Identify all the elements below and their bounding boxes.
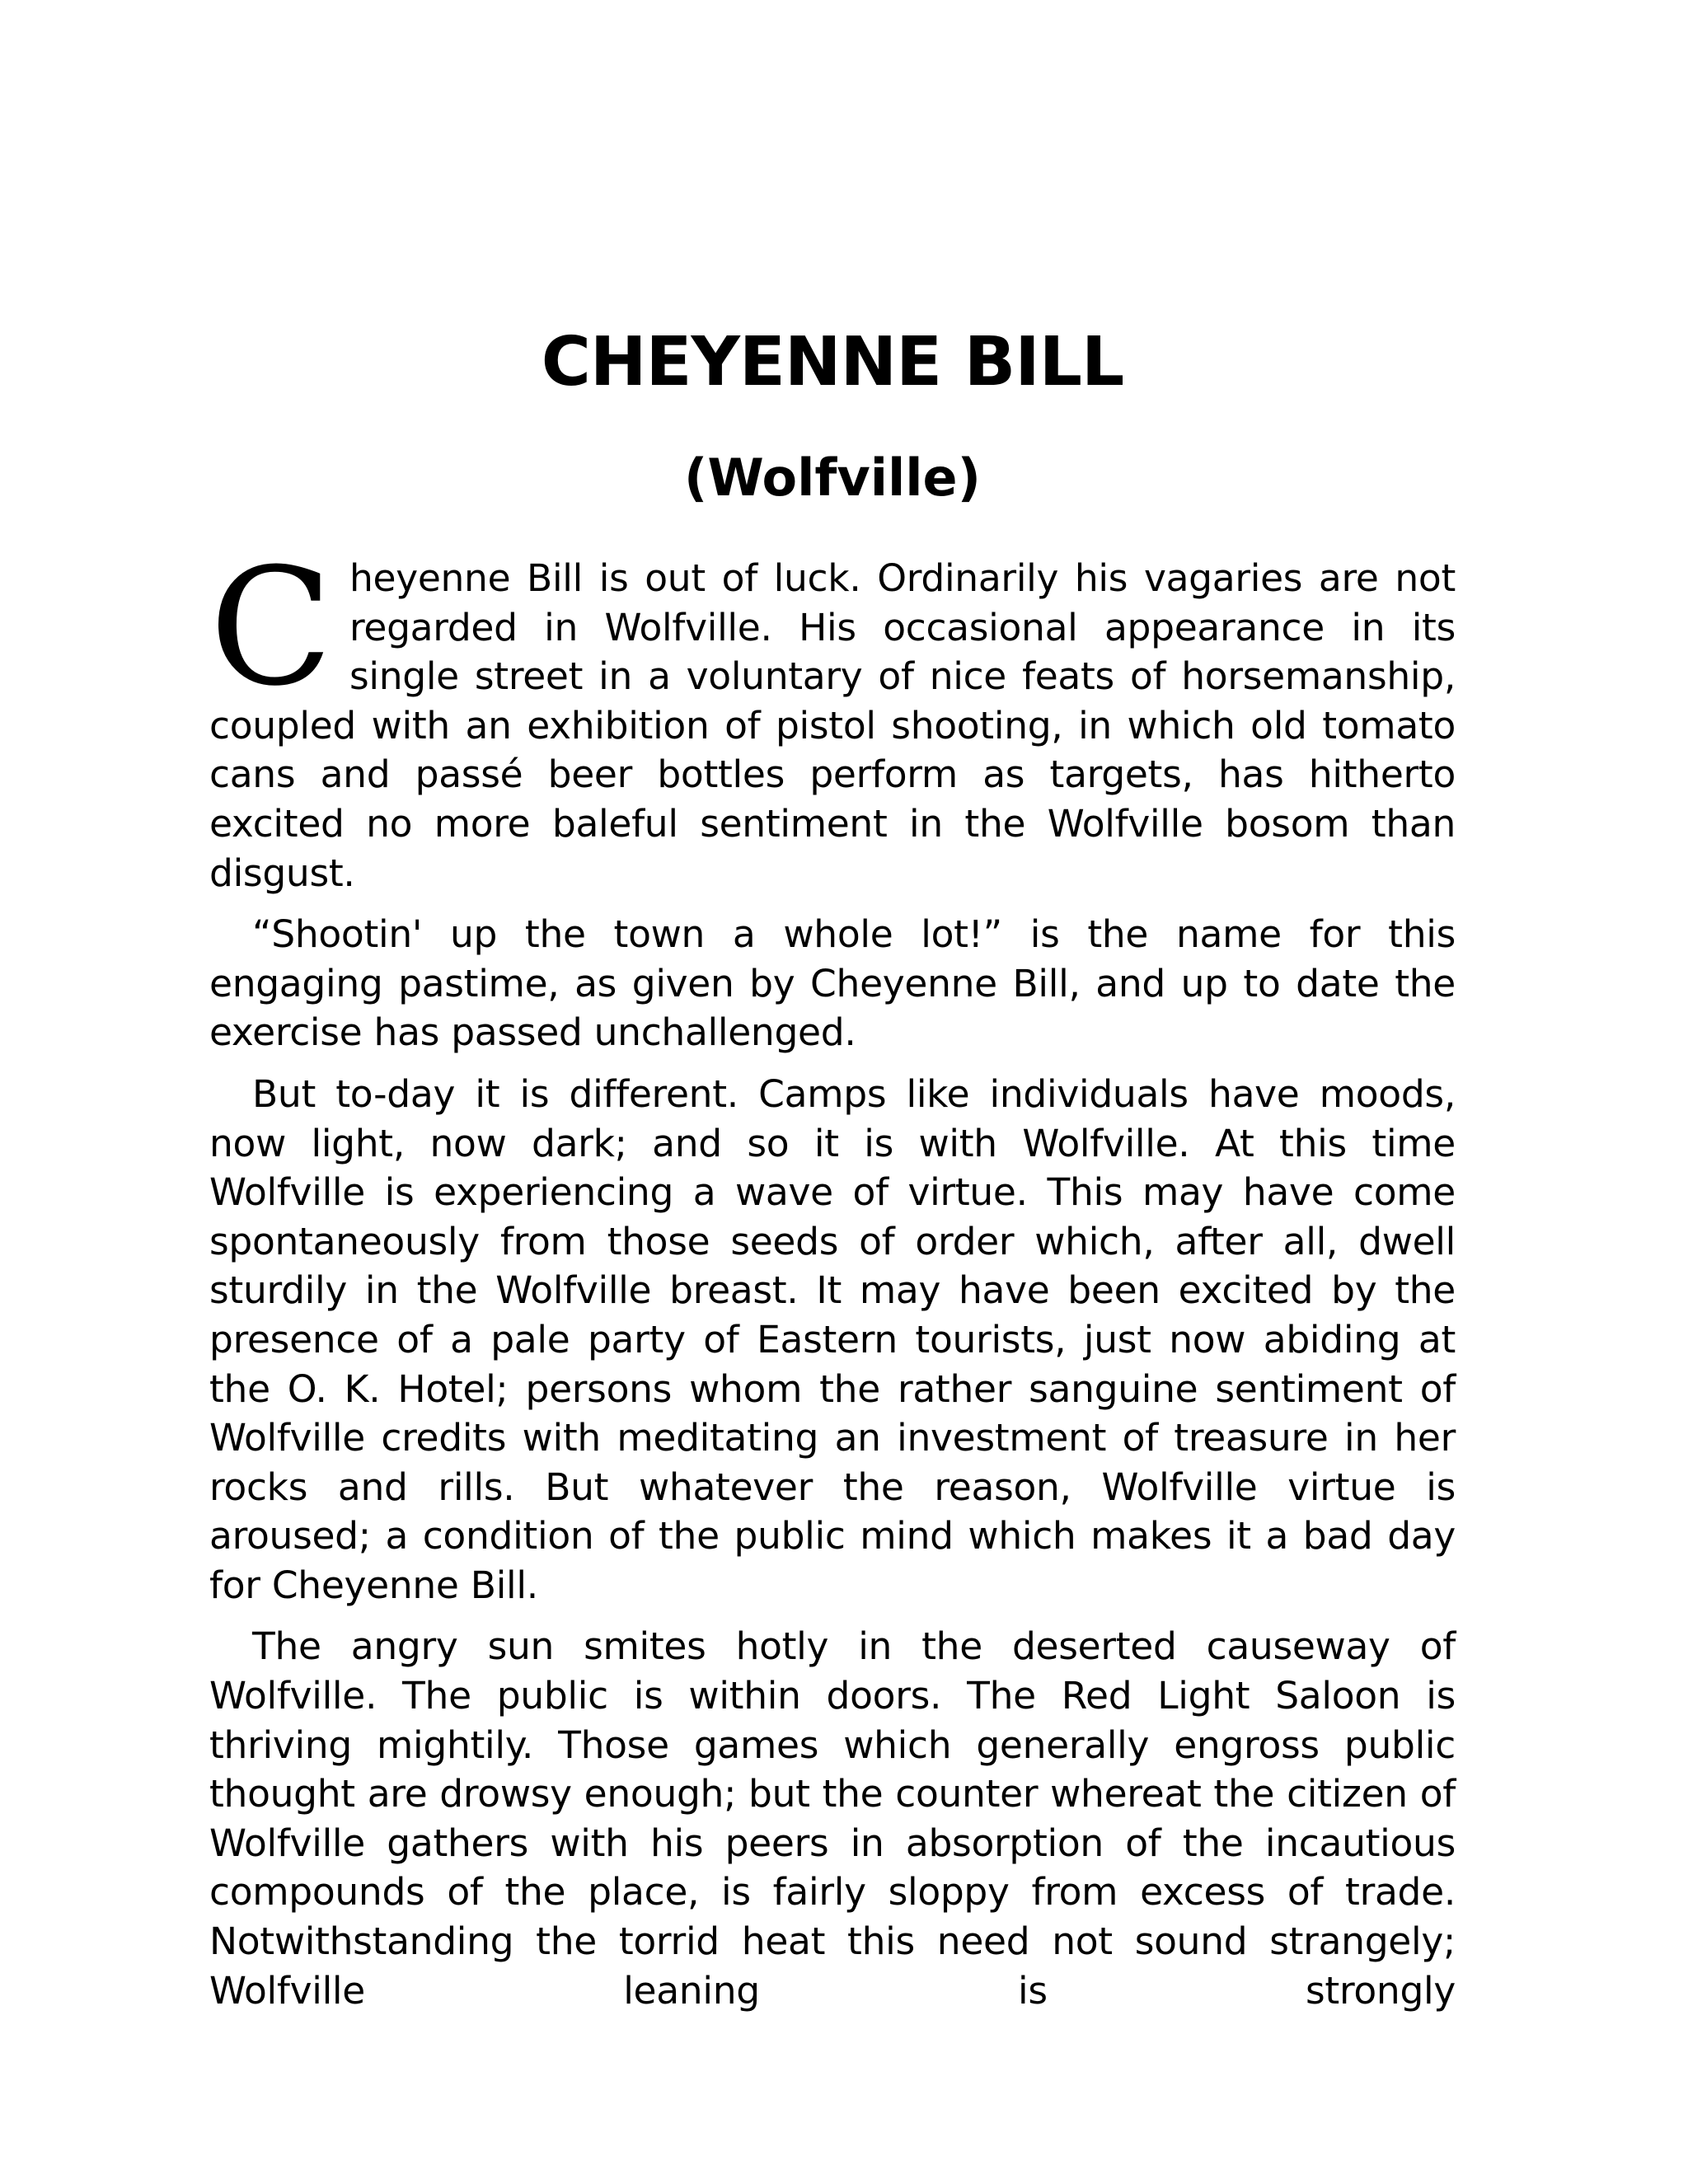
chapter-body	[209, 534, 1456, 2015]
paragraph-2: “Shootin' up the town a whole lot!” is the name for this engaging pastime, as given by Cheyenne Bill, and up to date the exercise has passed unchallenged.	[209, 912, 1456, 1055]
drop-cap-letter: C	[209, 534, 333, 722]
book-page	[209, 321, 1456, 2027]
paragraph-4: The angry sun smites hotly in the deserted causeway of Wolfville. The public is within doors. The Red Light Saloon is thriving mightily. Those games which generally engross public thought are drowsy enough; but the counter whereat the citizen of Wolfville gathers with his peers in absorption of the incautious compounds of the place, is fairly sloppy from excess of trade. Notwithstanding the torrid heat this need not sound strangely; Wolfville leaning is strongly	[209, 1624, 1456, 2013]
chapter-title: CHEYENNE BILL	[541, 323, 1124, 401]
paragraph-1-text: heyenne Bill is out of luck. Ordinarily his vagaries are not regarded in Wolfville. His occasional appearance in its single street in a voluntary of nice feats of horsemanship, coupled with an exhibition of pistol shooting, in which old tomato cans and passé beer bottles perform as targets, has hitherto excited no more baleful sentiment in the Wolfville bosom than disgust.	[209, 556, 1456, 895]
paragraph-1	[209, 534, 1456, 898]
paragraph-3: But to-day it is different. Camps like individuals have moods, now light, now dark; and so it is with Wolfville. At this time Wolfville is experiencing a wave of virtue. This may have come spontaneously from those seeds of order which, after all, dwell sturdily in the Wolfville breast. It may have been excited by the presence of a pale party of Eastern tourists, just now abiding at the O. K. Hotel; persons whom the rather sanguine sentiment of Wolfville credits with meditating an investment of treasure in her rocks and rills. But whatever the reason, Wolfville virtue is aroused; a condition of the public mind which makes it a bad day for Cheyenne Bill.	[209, 1071, 1456, 1607]
chapter-subtitle: (Wolfville)	[684, 448, 981, 508]
